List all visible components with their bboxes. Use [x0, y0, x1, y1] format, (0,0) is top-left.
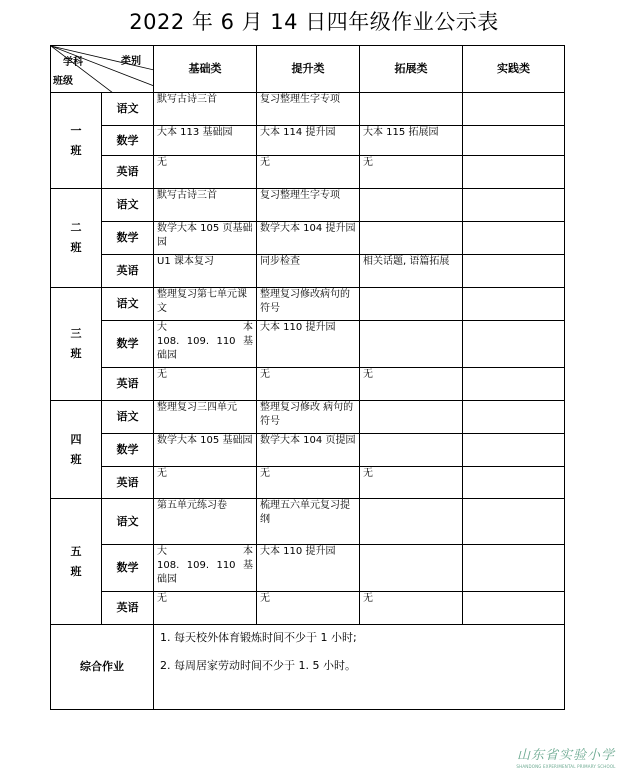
subject-cell: 英语 — [102, 592, 154, 625]
column-header-practice: 实践类 — [463, 46, 565, 93]
table-row — [51, 467, 565, 499]
extended-cell — [360, 189, 463, 222]
advanced-cell: 无 — [257, 467, 360, 499]
table-row — [51, 321, 565, 368]
comprehensive-row — [51, 625, 565, 710]
basic-cell: 无 — [154, 368, 257, 401]
table-row — [51, 126, 565, 156]
subject-label: 学科 — [63, 57, 83, 68]
extended-cell — [360, 401, 463, 434]
practice-cell — [463, 126, 565, 156]
watermark-chinese: 山东省实验小学 — [516, 748, 615, 763]
advanced-cell: 整理复习修改病句的符号 — [257, 288, 360, 321]
subject-cell: 英语 — [102, 467, 154, 499]
basic-cell: 默写古诗三首 — [154, 189, 257, 222]
practice-cell — [463, 434, 565, 467]
practice-cell — [463, 93, 565, 126]
basic-cell: 整理复习三四单元 — [154, 401, 257, 434]
table-row — [51, 189, 565, 222]
extended-cell: 无 — [360, 368, 463, 401]
basic-line: 础园 — [157, 350, 177, 361]
advanced-cell: 复习整理生字专项 — [257, 93, 360, 126]
advanced-cell: 大本 110 提升园 — [257, 321, 360, 368]
comprehensive-label: 综合作业 — [51, 625, 154, 710]
extended-cell — [360, 545, 463, 592]
practice-cell — [463, 545, 565, 592]
homework-table — [50, 45, 565, 710]
advanced-cell: 无 — [257, 592, 360, 625]
practice-cell — [463, 592, 565, 625]
comprehensive-item: 2. 每周居家劳动时间不少于 1. 5 小时。 — [160, 659, 356, 672]
practice-cell — [463, 499, 565, 545]
practice-cell — [463, 255, 565, 288]
basic-cell: 数学大本 105 基础园 — [154, 434, 257, 467]
column-header-basic: 基础类 — [154, 46, 257, 93]
basic-line: 础园 — [157, 574, 177, 585]
basic-line: 108. 109. 110 基 — [157, 336, 253, 347]
advanced-cell: 数学大本 104 提升园 — [257, 222, 360, 255]
advanced-cell: 大本 114 提升园 — [257, 126, 360, 156]
advanced-cell: 无 — [257, 156, 360, 189]
extended-cell — [360, 499, 463, 545]
subject-cell: 语文 — [102, 189, 154, 222]
extended-cell — [360, 321, 463, 368]
page-title: 2022 年 6 月 14 日四年级作业公示表 — [129, 10, 499, 34]
basic-cell: U1 课本复习 — [154, 255, 257, 288]
table-row — [51, 222, 565, 255]
header-diagonal-cell — [51, 46, 154, 93]
basic-cell: 无 — [154, 156, 257, 189]
subject-cell: 语文 — [102, 401, 154, 434]
subject-cell: 英语 — [102, 255, 154, 288]
subject-cell: 语文 — [102, 288, 154, 321]
extended-cell — [360, 434, 463, 467]
table-row — [51, 499, 565, 545]
basic-cell: 大本 113 基础园 — [154, 126, 257, 156]
extended-cell — [360, 222, 463, 255]
class-label-5: 五 班 — [51, 499, 102, 625]
practice-cell — [463, 288, 565, 321]
subject-cell: 数学 — [102, 545, 154, 592]
subject-cell: 数学 — [102, 222, 154, 255]
subject-cell: 数学 — [102, 434, 154, 467]
practice-cell — [463, 321, 565, 368]
advanced-cell: 同步检查 — [257, 255, 360, 288]
extended-cell — [360, 288, 463, 321]
class-label-2: 二 班 — [51, 189, 102, 288]
practice-cell — [463, 368, 565, 401]
basic-cell — [154, 545, 257, 592]
subject-cell: 英语 — [102, 368, 154, 401]
practice-cell — [463, 467, 565, 499]
practice-cell — [463, 189, 565, 222]
basic-line: 大 本 — [157, 322, 253, 333]
practice-cell — [463, 222, 565, 255]
class-label-1: 一 班 — [51, 93, 102, 189]
basic-cell: 整理复习第七单元课文 — [154, 288, 257, 321]
header-row — [51, 46, 565, 93]
extended-cell — [360, 93, 463, 126]
column-header-extended: 拓展类 — [360, 46, 463, 93]
subject-cell: 数学 — [102, 126, 154, 156]
extended-cell: 无 — [360, 156, 463, 189]
subject-cell: 数学 — [102, 321, 154, 368]
table-row — [51, 434, 565, 467]
practice-cell — [463, 401, 565, 434]
class-label-3: 三 班 — [51, 288, 102, 401]
table-row — [51, 368, 565, 401]
advanced-cell: 大本 110 提升园 — [257, 545, 360, 592]
table-row — [51, 255, 565, 288]
basic-cell: 第五单元练习卷 — [154, 499, 257, 545]
basic-cell: 无 — [154, 467, 257, 499]
extended-cell: 相关话题, 语篇拓展 — [360, 255, 463, 288]
basic-cell — [154, 321, 257, 368]
subject-cell: 语文 — [102, 93, 154, 126]
extended-cell: 大本 115 拓展园 — [360, 126, 463, 156]
column-header-advanced: 提升类 — [257, 46, 360, 93]
basic-cell: 默写古诗三首 — [154, 93, 257, 126]
advanced-cell: 复习整理生字专项 — [257, 189, 360, 222]
subject-cell: 语文 — [102, 499, 154, 545]
class-label-4: 四 班 — [51, 401, 102, 499]
comprehensive-item: 1. 每天校外体育锻炼时间不少于 1 小时; — [160, 631, 357, 644]
school-watermark-logo — [506, 744, 626, 769]
category-label: 类别 — [121, 56, 141, 67]
extended-cell: 无 — [360, 592, 463, 625]
table-row — [51, 545, 565, 592]
basic-line: 大 本 — [157, 546, 253, 557]
basic-cell: 数学大本 105 页基础园 — [154, 222, 257, 255]
class-label: 班级 — [53, 76, 73, 87]
advanced-cell: 整理复习修改 病句的符号 — [257, 401, 360, 434]
subject-cell: 英语 — [102, 156, 154, 189]
advanced-cell: 无 — [257, 368, 360, 401]
advanced-cell: 数学大本 104 页提园 — [257, 434, 360, 467]
watermark-english: SHANDONG EXPERIMENTAL PRIMARY SCHOOL — [516, 764, 616, 769]
extended-cell: 无 — [360, 467, 463, 499]
comprehensive-body — [154, 625, 565, 710]
practice-cell — [463, 156, 565, 189]
table-row — [51, 93, 565, 126]
basic-line: 108. 109. 110 基 — [157, 560, 253, 571]
basic-cell: 无 — [154, 592, 257, 625]
table-row — [51, 592, 565, 625]
table-row — [51, 288, 565, 321]
table-row — [51, 156, 565, 189]
advanced-cell: 梳理五六单元复习提纲 — [257, 499, 360, 545]
table-row — [51, 401, 565, 434]
